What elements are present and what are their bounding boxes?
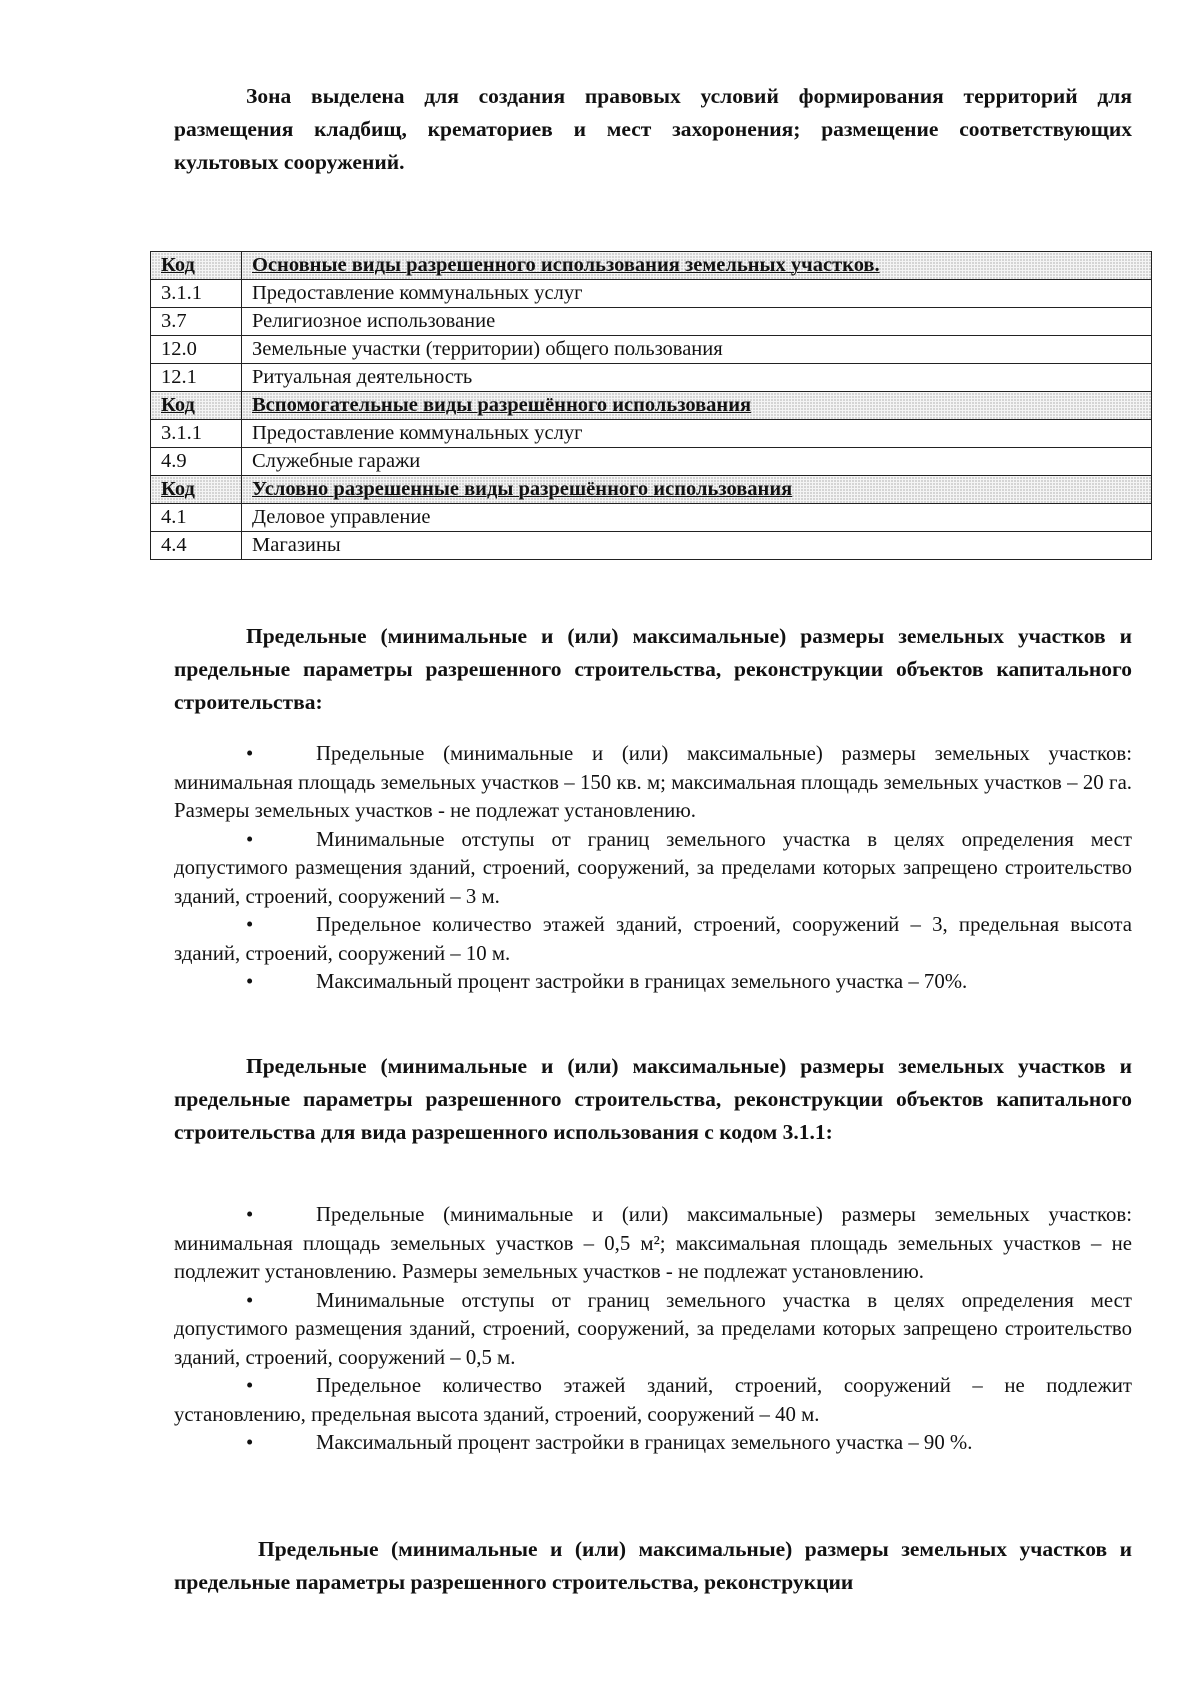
- table-section-header: [151, 476, 1152, 504]
- use-name-cell: Служебные гаражи: [242, 448, 1152, 476]
- parameter-text: Максимальный процент застройки в границах земельного участка – 70%.: [316, 970, 968, 993]
- table-row: [151, 504, 1152, 532]
- code-cell: Код: [151, 476, 242, 504]
- use-name-cell: Основные виды разрешенного использования земельных участков.: [242, 252, 1152, 280]
- use-name-cell: Религиозное использование: [242, 308, 1152, 336]
- land-use-table: [150, 251, 1152, 560]
- section-heading-continued: Предельные (минимальные и (или) максимальные) размеры земельных участков и предельные параметры разрешенного строительства, реконструкции: [174, 1537, 1132, 1594]
- parameter-text: Минимальные отступы от границ земельного участка в целях определения мест допустимого размещения зданий, строений, сооружений, за пределами которых запрещено строительство зданий, строений, сооружений – 3 м.: [174, 827, 1132, 908]
- parameter-item: [174, 740, 1132, 826]
- code-cell: 3.7: [151, 308, 242, 336]
- section-heading-general: Предельные (минимальные и (или) максимальные) размеры земельных участков и предельные параметры разрешенного строительства, реконструкции объектов капитального строительства:: [174, 624, 1132, 714]
- code-3-1-1-parameters-list: [174, 1201, 1132, 1458]
- table-section-header: [151, 392, 1152, 420]
- use-name-cell: Предоставление коммунальных услуг: [242, 280, 1152, 308]
- use-name-cell: Земельные участки (территории) общего пользования: [242, 336, 1152, 364]
- code-cell: 4.9: [151, 448, 242, 476]
- code-cell: 4.1: [151, 504, 242, 532]
- code-cell: 3.1.1: [151, 280, 242, 308]
- code-cell: 4.4: [151, 532, 242, 560]
- table-row: [151, 364, 1152, 392]
- code-cell: Код: [151, 392, 242, 420]
- table-row: [151, 532, 1152, 560]
- general-parameters-list: [174, 740, 1132, 997]
- bullet-icon: •: [246, 1288, 254, 1312]
- parameter-item: [174, 1201, 1132, 1287]
- parameter-item: [174, 968, 1132, 997]
- bullet-icon: •: [246, 827, 254, 851]
- land-use-table-body: [151, 252, 1152, 560]
- use-name-cell: Предоставление коммунальных услуг: [242, 420, 1152, 448]
- parameter-text: Предельное количество этажей зданий, строений, сооружений – не подлежит установлению, предельная высота зданий, строений, сооружений – 40 м.: [174, 1374, 1132, 1426]
- parameter-item: [174, 1372, 1132, 1429]
- table-row: [151, 308, 1152, 336]
- parameter-text: Предельные (минимальные и (или) максимальные) размеры земельных участков: минимальная площадь земельных участков – 150 кв. м; максимальная площадь земельных участков – 20 га. Размеры земельных участков - не подлежат установлению.: [174, 742, 1132, 822]
- use-name-cell: Магазины: [242, 532, 1152, 560]
- bullet-icon: •: [246, 1374, 254, 1397]
- use-name-cell: Ритуальная деятельность: [242, 364, 1152, 392]
- parameter-text: Предельные (минимальные и (или) максимальные) размеры земельных участков: минимальная площадь земельных участков – 0,5 м²; максимальная площадь земельных участков – не подлежит установлению. Размеры земельных участков - не подлежат установлению.: [174, 1203, 1132, 1283]
- bullet-icon: •: [246, 1431, 254, 1454]
- use-name-cell: Вспомогательные виды разрешённого использования: [242, 392, 1152, 420]
- parameter-text: Минимальные отступы от границ земельного участка в целях определения мест допустимого размещения зданий, строений, сооружений, за пределами которых запрещено строительство зданий, строений, сооружений – 0,5 м.: [174, 1288, 1132, 1369]
- parameter-item: [174, 911, 1132, 968]
- parameter-text: Максимальный процент застройки в границах земельного участка – 90 %.: [316, 1431, 973, 1454]
- code-cell: 12.0: [151, 336, 242, 364]
- table-row: [151, 280, 1152, 308]
- code-cell: Код: [151, 252, 242, 280]
- parameter-item: [174, 1429, 1132, 1458]
- bullet-icon: •: [246, 742, 254, 765]
- table-row: [151, 420, 1152, 448]
- table-row: [151, 448, 1152, 476]
- use-name-cell: Условно разрешенные виды разрешённого использования: [242, 476, 1152, 504]
- parameter-item: [174, 1287, 1132, 1373]
- section-heading-code-3-1-1: Предельные (минимальные и (или) максимальные) размеры земельных участков и предельные параметры разрешенного строительства, реконструкции объектов капитального строительства для вида разрешенного использования с кодом 3.1.1:: [174, 1054, 1132, 1144]
- parameter-item: [174, 826, 1132, 912]
- bullet-icon: •: [246, 970, 254, 993]
- parameter-text: Предельное количество этажей зданий, строений, сооружений – 3, предельная высота зданий, строений, сооружений – 10 м.: [174, 913, 1132, 965]
- code-cell: 3.1.1: [151, 420, 242, 448]
- bullet-icon: •: [246, 913, 254, 936]
- table-section-header: [151, 252, 1152, 280]
- zone-description: Зона выделена для создания правовых условий формирования территорий для размещения кладбищ, крематориев и мест захоронения; размещение соответствующих культовых сооружений.: [174, 84, 1132, 174]
- table-row: [151, 336, 1152, 364]
- code-cell: 12.1: [151, 364, 242, 392]
- bullet-icon: •: [246, 1203, 254, 1226]
- use-name-cell: Деловое управление: [242, 504, 1152, 532]
